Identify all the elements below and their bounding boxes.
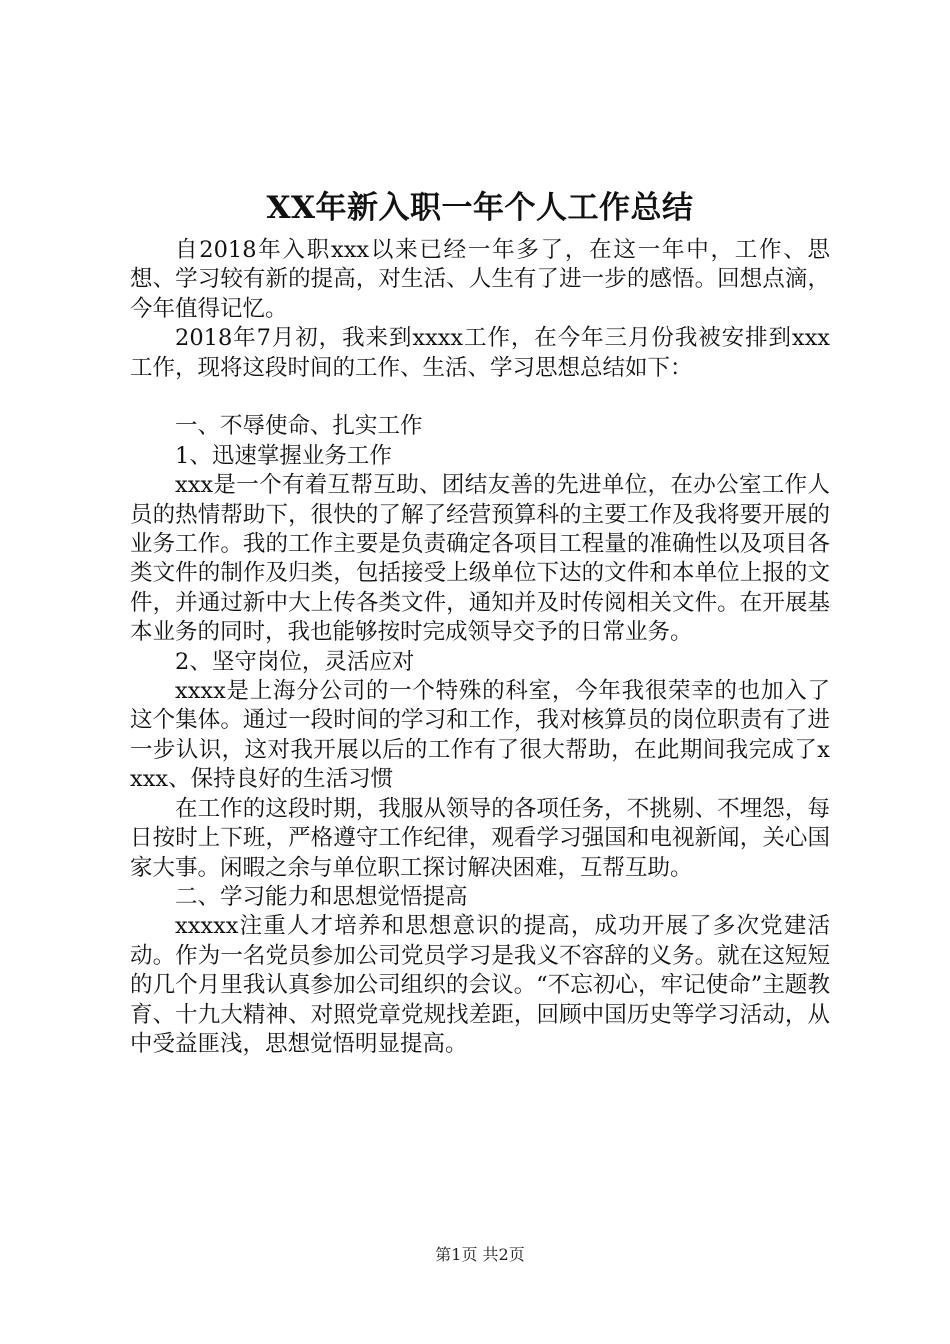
section-heading-1: 一、不辱使命、扎实工作 xyxy=(175,413,423,440)
document-body xyxy=(130,236,830,1059)
section-heading-2: 二、学习能力和思想觉悟提高 xyxy=(175,883,468,910)
paragraph-arrival: 2018年7月初，我来到xxxx工作，在今年三月份我被安排到xxx工作，现将这段时间的工作、生活、学习思想总结如下： xyxy=(130,325,830,381)
paragraph-intro: 自2018年入职xxx以来已经一年多了，在这一年中，工作、思想、学习较有新的提高，对生活、人生有了进一步的感悟。回想点滴，今年值得记忆。 xyxy=(130,237,830,322)
paragraph-business: xxx是一个有着互帮互助、团结友善的先进单位，在办公室工作人员的热情帮助下，很快的了解了经营预算科的主要工作及我将要开展的业务工作。我的工作主要是负责确定各项目工程量的准确性以及项目各类文件的制作及归类，包括接受上级单位下达的文件和本单位上报的文件，并通过新中大上传各类文件，通知并及时传阅相关文件。在开展基本业务的同时，我也能够按时完成领导交予的日常业务。 xyxy=(130,472,830,646)
subheading-1-2: 2、坚守岗位，灵活应对 xyxy=(175,648,415,675)
document-page xyxy=(130,0,830,1344)
subheading-1-1: 1、迅速掌握业务工作 xyxy=(175,442,392,469)
paragraph-department: xxxx是上海分公司的一个特殊的科室，今年我很荣幸的也加入了这个集体。通过一段时间的学习和工作，我对核算员的岗位职责有了进一步认识，这对我开展以后的工作有了很大帮助，在此期间我完成了xxxx、保持良好的生活习惯 xyxy=(130,678,830,793)
page-number-footer: 第1页 共2页 xyxy=(435,1245,525,1264)
document-title: XX年新入职一年个人工作总结 xyxy=(266,190,694,226)
paragraph-discipline: 在工作的这段时期，我服从领导的各项任务，不挑剔、不埋怨，每日按时上下班，严格遵守工作纪律，观看学习强国和电视新闻，关心国家大事。闲暇之余与单位职工探讨解决困难，互帮互助。 xyxy=(130,795,830,881)
paragraph-study: xxxxx注重人才培养和思想意识的提高，成功开展了多次党建活动。作为一名党员参加公司党员学习是我义不容辞的义务。就在这短短的几个月里我认真参加公司组织的会议。“不忘初心，牢记使命”主题教育、十九大精神、对照党章党规找差距，回顾中国历史等学习活动，从中受益匪浅，思想觉悟明显提高。 xyxy=(130,913,830,1057)
